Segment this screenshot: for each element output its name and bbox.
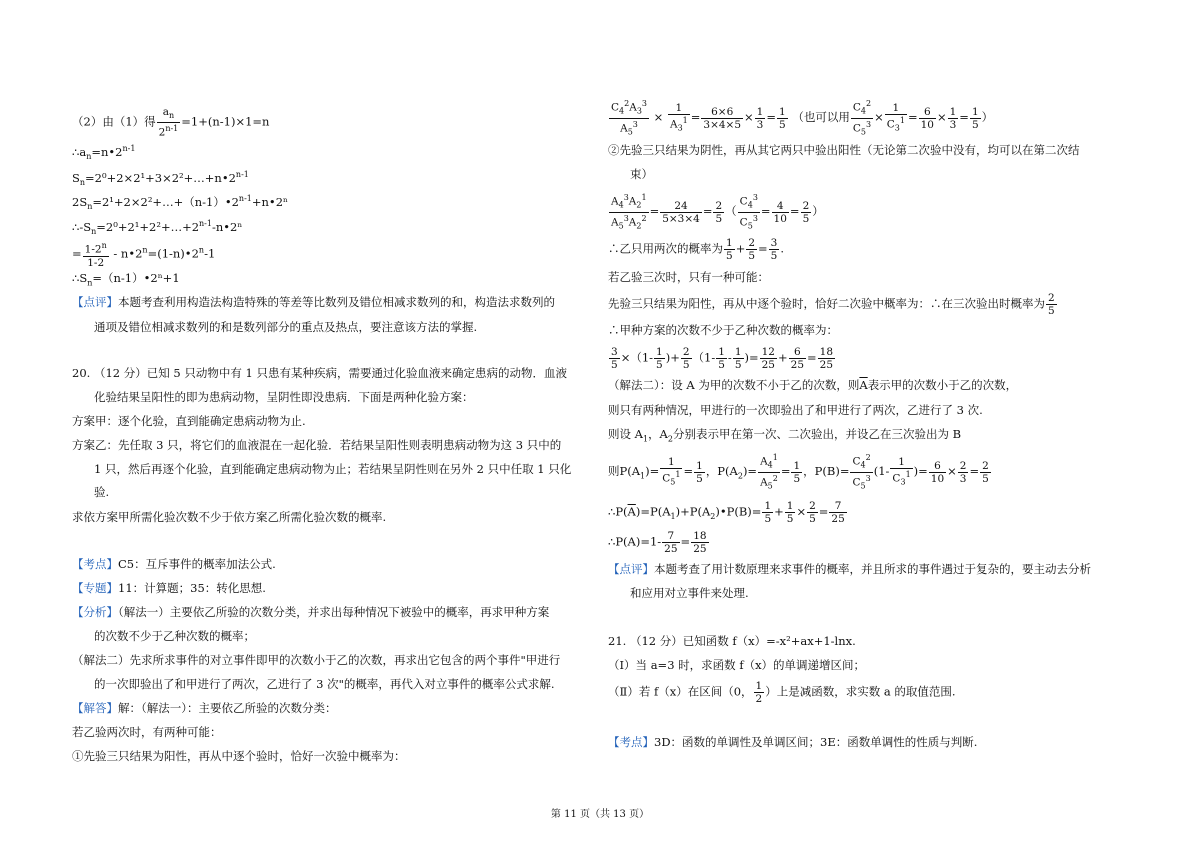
- problem-line: 1 只，然后再逐个化验，直到能确定患病动物为止；若结果呈阴性则在另外 2 只中任取 1 只化: [94, 462, 572, 476]
- eq-line: $\therefore S_n=(n-1)•2^n+1$: [72, 271, 180, 288]
- eq-line: $\therefore P(\overline{A})=P(A_1)+P(A_2)•P(B)=$ $\frac{1}{5}$ + $\frac{1}{5}$ × $\frac{2}{5}$ = $\frac{7}{25}$: [608, 500, 845, 525]
- dianping-line: 【点评】本题考查了用计数原理来求事件的概率，并且所求的事件遇过于复杂的，要主动去分析: [608, 562, 1091, 576]
- jieda-line: 【解答】解：（解法一）：主要依乙所验的次数分类：: [72, 701, 337, 715]
- solution-line: ∴甲种方案的次数不少于乙种次数的概率为：: [608, 323, 838, 337]
- solution-line: 束）: [630, 167, 653, 181]
- problem-line: 验.: [94, 485, 110, 499]
- eq-line: $\frac{3}{5}$ ×（1- $\frac{1}{5}$ )+ $\frac{2}{5}$ （1- $\frac{1}{5}$ - $\frac{1}{5}$ )= $\frac{12}{25}$ + $\frac{6}{25}$ = $\frac{18}{25}$: [611, 346, 834, 371]
- solution-line: 则只有两种情况，甲进行的一次即验出了和甲进行了两次，乙进行了 3 次.: [608, 403, 983, 417]
- comment-line: 通项及错位相减求数列的和是数列部分的重点及热点，要注意该方法的掌握.: [94, 320, 478, 334]
- kaodian-line: 【考点】C5：互斥事件的概率加法公式.: [72, 557, 276, 571]
- eq-line: 则$P(A_1)=$ $\frac{1}{C_5^1}$ = $\frac{1}{5}$ ，$P(A_2)=$ $\frac{A_4^1}{A_5^2}$ = $\frac{1}{5}$ ，P(B)= $\frac{C_4^2}{C_5^3}$ (1- $\frac{1}{C_3^1}$ )= $\frac{6}{10}$ × $\frac{2}{3}$ = $\frac{2}{5}$: [608, 453, 989, 491]
- zhuanti-line: 【专题】11：计算题；35：转化思想.: [72, 581, 266, 595]
- dianping-line: 和应用对立事件来处理.: [630, 586, 749, 600]
- solution-line: ②先验三只结果为阴性，再从其它两只中验出阳性（无论第二次验中没有，均可以在第二次结: [608, 143, 1080, 157]
- jieda-line: 若乙验两次时，有两种可能：: [72, 725, 222, 739]
- eq-line: （2）由（1）得 $\frac{a_n}{2^{n-1}}$ =1+(n-1)×1=n: [72, 106, 270, 139]
- eq-line: $\therefore a_n=n•2^{n-1}$: [72, 144, 136, 162]
- eq-line: = $\frac{1-2^n}{1-2}$ - $n•2^n=(1-n)•2^n-1$: [72, 241, 216, 269]
- eq-line: $\therefore-S_n=2^0+2^1+2^2+\dots+2^{n-1}-n•2^n$: [72, 219, 243, 237]
- fenxi-line: 【分析】（解法一）主要依乙所验的次数分类，并求出每种情况下被验中的概率，再求甲种方案: [72, 605, 550, 619]
- fraction: $\frac{a_n}{2^{n-1}}$: [158, 106, 179, 139]
- problem-line: 方案乙：先任取 3 只，将它们的血液混在一起化验．若结果呈阳性则表明患病动物为这 3 只中的: [72, 438, 562, 452]
- fenxi-line: 的一次即验出了和甲进行了两次，乙进行了 3 次"的概率，再代入对立事件的概率公式求解.: [94, 677, 555, 691]
- eq-line: ∴乙只用两次的概率为 $\frac{1}{5}$ + $\frac{2}{5}$ = $\frac{3}{5}$ .: [608, 237, 784, 262]
- eq-line: $\frac{C_4^2A_3^3}{A_5^3}$ × $\frac{1}{A_3^1}$ = $\frac{6\times 6}{3\times 4\times 5}$ × $\frac{1}{3}$ = $\frac{1}{5}$ （也可以用 $\frac{C_4^2}{C_5^3}$ × $\frac{1}{C_3^1}$ = $\frac{6}{10}$ × $\frac{1}{3}$ = $\frac{1}{5}$ ）: [611, 99, 994, 137]
- solution-line: 若乙验三次时，只有一种可能：: [608, 270, 769, 284]
- jieda-line: ①先验三只结果为阳性，再从中逐个验时，恰好一次验中概率为：: [72, 749, 406, 763]
- fenxi-line: 的次数不少于乙种次数的概率；: [94, 629, 255, 643]
- eq-line: $\frac{A_4^3A_2^1}{A_5^3A_2^2}$ = $\frac{24}{5\times 3\times 4}$ = $\frac{2}{5}$ （ $\frac{C_4^3}{C_5^3}$ = $\frac{4}{10}$ = $\frac{2}{5}$ ）: [611, 193, 824, 231]
- problem-line: 求依方案甲所需化验次数不少于依方案乙所需化验次数的概率.: [72, 510, 387, 524]
- eq-line: 先验三只结果为阳性，再从中逐个验时，恰好二次验中概率为：∴在三次验出时概率为 $\frac{2}{5}$: [608, 292, 1055, 317]
- eq-line: $2S_n=2^1+2\times 2^2+\dots+(n-1)•2^{n-1}+n•2^n$: [72, 194, 288, 212]
- problem-line: （Ⅰ）当 a=3 时，求函数 f（x）的单调递增区间；: [608, 658, 866, 672]
- problem-line: 方案甲：逐个化验，直到能确定患病动物为止.: [72, 414, 306, 428]
- fenxi-line: （解法二）先求所求事件的对立事件即甲的次数小于乙的次数，再求出它包含的两个事件"甲进行: [72, 653, 561, 667]
- problem-20-title: 20. （12 分）已知 5 只动物中有 1 只患有某种疾病，需要通过化验血液来确定患病的动物．血液: [72, 366, 567, 380]
- kaodian-line: 【考点】3D：函数的单调性及单调区间；3E：函数单调性的性质与判断.: [608, 735, 978, 749]
- comment-line: 【点评】本题考查利用构造法构造特殊的等差等比数列及错位相减求数列的和，构造法求数列的: [72, 295, 555, 309]
- eq-line: $S_n=2^0+2\times 2^1+3\times 2^2+\dots+n•2^{n-1}$: [72, 170, 249, 188]
- eq-line: ∴P(A)=1- $\frac{7}{25}$ = $\frac{18}{25}$: [608, 530, 707, 555]
- solution-line: （解法二）：设 A 为甲的次数不小于乙的次数，则$\overline{A}$表示甲的次数小于乙的次数，: [608, 378, 1018, 392]
- problem-line: （Ⅱ）若 f（x）在区间（0， $\frac{1}{2}$ ）上是减函数，求实数 a 的取值范围.: [608, 680, 956, 705]
- problem-21-title: 21. （12 分）已知函数 f（x）=-x²+ax+1-lnx.: [608, 634, 856, 648]
- solution-line: 则设 $A_1$，$A_2$分别表示甲在第一次、二次验出，并设乙在三次验出为 B: [608, 427, 962, 444]
- problem-line: 化验结果呈阳性的即为患病动物，呈阴性即没患病．下面是两种化验方案：: [94, 390, 474, 404]
- page-footer: 第 11 页（共 13 页）: [550, 809, 650, 820]
